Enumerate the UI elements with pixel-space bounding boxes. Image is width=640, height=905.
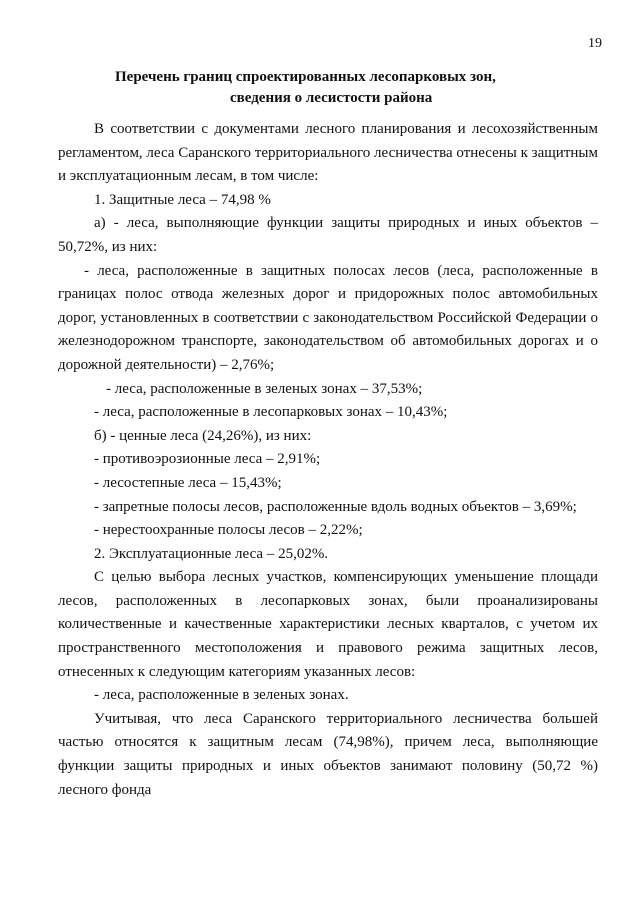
paragraph-compensation: С целью выбора лесных участков, компенсирующих уменьшение площади лесов, расположенных в лесопарковых зонах, были проанализированы количественные и качественные характеристики лесных кварталов, с учетом их пространственного местоположения и правового режима защитных лесов, отнесенных к следующим категориям указанных лесов: <box>58 569 598 680</box>
paragraph-protection-functions: а) - леса, выполняющие функции защиты природных и иных объектов – 50,72%, из них: <box>58 215 598 255</box>
title-line-1: Перечень границ спроектированных лесопарковых зон, <box>115 69 496 85</box>
body-text <box>58 118 598 802</box>
paragraph-protective-strips: - леса, расположенные в защитных полосах лесов (леса, расположенные в границах полос отвода железных дорог и придорожных полос автомобильных дорог, установленных в соответствии с законодательством Российской Федерации о железнодорожном транспорте, законодательством об автомобильных дорогах и о дорожной деятельности) – 2,76%; <box>58 262 598 373</box>
page-number: 19 <box>588 36 602 51</box>
paragraph-anti-erosion: - противоэрозионные леса – 2,91%; <box>94 451 321 468</box>
paragraph-intro: В соответствии с документами лесного планирования и лесохозяйственным регламентом, леса Саранского территориального лесничества отнесены к защитным и эксплуатационным лесам, в том числе: <box>58 121 598 185</box>
paragraph-forest-steppe: - лесостепные леса – 15,43%; <box>94 474 282 491</box>
paragraph-protective-forests: 1. Защитные леса – 74,98 % <box>94 191 271 208</box>
paragraph-exploitation-forests: 2. Эксплуатационные леса – 25,02%. <box>94 545 329 562</box>
paragraph-green-zones-category: - леса, расположенные в зеленых зонах. <box>94 687 349 704</box>
paragraph-spawning-strips: - нерестоохранные полосы лесов – 2,22%; <box>94 522 363 539</box>
paragraph-valuable-forests: б) - ценные леса (24,26%), из них: <box>94 427 312 444</box>
title-line-2: сведения о лесистости района <box>230 90 433 106</box>
paragraph-conclusion: Учитывая, что леса Саранского территориального лесничества большей частью относятся к защитным лесам (74,98%), причем леса, выполняющие функции защиты природных и иных объектов занимают половину (50,72 %) лесного фонда <box>58 710 598 798</box>
paragraph-forest-park-zones: - леса, расположенные в лесопарковых зонах – 10,43%; <box>94 404 448 421</box>
paragraph-green-zones: - леса, расположенные в зеленых зонах – 37,53%; <box>106 380 423 397</box>
paragraph-water-strips: - запретные полосы лесов, расположенные вдоль водных объектов – 3,69%; <box>94 498 577 515</box>
